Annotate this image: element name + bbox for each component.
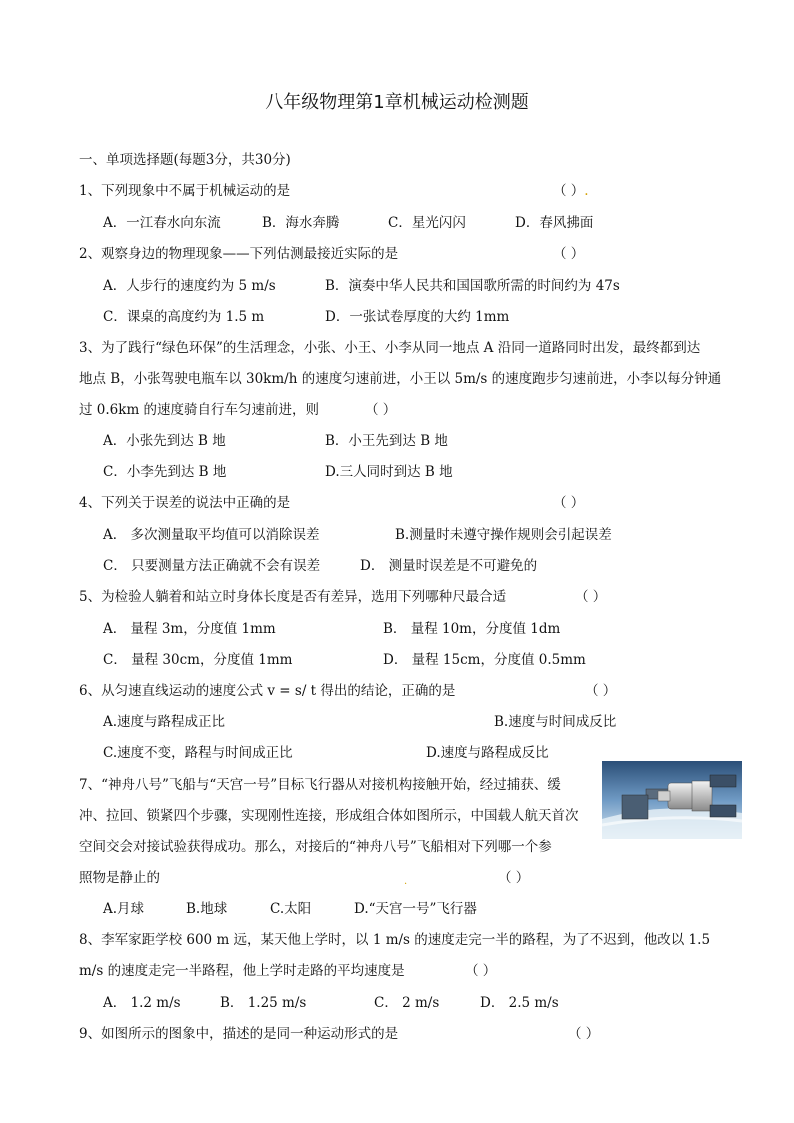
q8-stem-line1: 8、李军家距学校 600 m 远，某天他上学时，以 1 m/s 的速度走完一半的路程，为了不迟到，他改以 1.5 — [79, 932, 711, 948]
q1-stem: 1、下列现象中不属于机械运动的是 — [79, 183, 291, 199]
q3-stem-line3: 过 0.6km 的速度骑自行车匀速前进，则 — [79, 402, 320, 418]
q5-option-c: C． 量程 30cm，分度值 1mm — [103, 652, 293, 668]
q7-option-c: C.太阳 — [270, 901, 312, 917]
q3-stem-line1: 3、为了践行“绿色环保”的生活理念，小张、小王、小李从同一地点 A 沿同一道路同时出发，最终都到达 — [79, 340, 701, 356]
q7-option-a: A.月球 — [103, 901, 145, 917]
q2-option-a: A．人步行的速度约为 5 m/s — [103, 278, 276, 294]
q7-stem-line4: 照物是静止的 — [79, 870, 160, 886]
q4-option-c: C． 只要测量方法正确就不会有误差 — [103, 558, 321, 574]
q1-answer-blank: （ ）. — [553, 183, 589, 199]
q7-option-b: B.地球 — [186, 901, 228, 917]
q1-option-a: A．一江春水向东流 — [103, 215, 221, 231]
q5-option-a: A． 量程 3m，分度值 1mm — [103, 621, 276, 637]
q8-option-b: B． 1.25 m/s — [220, 995, 307, 1011]
q7-stem-line3: 空间交会对接试验获得成功。那么，对接后的“神舟八号”飞船相对下列哪一个参 — [79, 839, 552, 855]
q8-stem-line2: m/s 的速度走完一半路程，他上学时走路的平均速度是 — [79, 963, 405, 979]
q4-option-a: A． 多次测量取平均值可以消除误差 — [103, 527, 320, 543]
q3-answer-blank: （ ） — [365, 402, 397, 418]
q4-stem: 4、下列关于误差的说法中正确的是 — [79, 495, 291, 511]
q6-option-d: D.速度与路程成反比 — [426, 745, 549, 761]
q8-option-a: A． 1.2 m/s — [103, 995, 181, 1011]
spacecraft-docking-image — [602, 761, 742, 839]
q3-option-a: A．小张先到达 B 地 — [103, 433, 226, 449]
q6-option-c: C.速度不变，路程与时间成正比 — [103, 745, 293, 761]
q3-stem-line2: 地点 B，小张驾驶电瓶车以 30km/h 的速度匀速前进，小王以 5m/s 的速度跑步匀速前进，小李以每分钟通 — [79, 371, 722, 387]
q7-option-d: D.“天宫一号”飞行器 — [354, 901, 477, 917]
section-heading: 一、单项选择题(每题3分，共30分) — [79, 152, 291, 168]
q7-stem-line2: 冲、拉回、锁紧四个步骤，实现刚性连接，形成组合体如图所示，中国载人航天首次 — [79, 808, 579, 824]
q1-option-c: C．星光闪闪 — [388, 215, 466, 231]
q9-answer-blank: （ ） — [568, 1026, 600, 1042]
q2-option-c: C．课桌的高度约为 1.5 m — [103, 309, 265, 325]
q1-option-b: B．海水奔腾 — [262, 215, 340, 231]
q4-answer-blank: （ ） — [553, 495, 585, 511]
q6-option-b: B.速度与时间成反比 — [494, 714, 617, 730]
q6-option-a: A.速度与路程成正比 — [103, 714, 226, 730]
q8-option-c: C． 2 m/s — [374, 995, 440, 1011]
q7-stem-line1: 7、“神舟八号”飞船与“天宫一号”目标飞行器从对接机构接触开始，经过捕获、缓 — [79, 777, 561, 793]
q6-answer-blank: （ ） — [585, 683, 617, 699]
stray-dot: . — [404, 876, 408, 887]
page-title: 八年级物理第1章机械运动检测题 — [265, 92, 529, 113]
q5-option-b: B． 量程 10m，分度值 1dm — [383, 621, 561, 637]
q2-answer-blank: （ ） — [553, 246, 585, 262]
q9-stem: 9、如图所示的图象中，描述的是同一种运动形式的是 — [79, 1026, 399, 1042]
q2-option-d: D．一张试卷厚度的大约 1mm — [325, 309, 510, 325]
q8-option-d: D． 2.5 m/s — [480, 995, 559, 1011]
q5-option-d: D． 量程 15cm，分度值 0.5mm — [383, 652, 586, 668]
q2-stem: 2、观察身边的物理现象——下列估测最接近实际的是 — [79, 246, 399, 262]
q8-answer-blank: （ ） — [465, 963, 497, 979]
q1-option-d: D．春风拂面 — [515, 215, 594, 231]
q7-answer-blank: （ ） — [498, 870, 530, 886]
q4-option-d: D． 测量时误差是不可避免的 — [360, 558, 538, 574]
q3-option-c: C．小李先到达 B 地 — [103, 464, 227, 480]
q5-stem: 5、为检验人躺着和站立时身体长度是否有差异，选用下列哪种尺最合适 — [79, 589, 507, 605]
q4-option-b: B.测量时未遵守操作规则会引起误差 — [395, 527, 612, 543]
q3-option-b: B．小王先到达 B 地 — [325, 433, 448, 449]
q3-option-d: D.三人同时到达 B 地 — [325, 464, 453, 480]
q2-option-b: B．演奏中华人民共和国国歌所需的时间约为 47s — [325, 278, 620, 294]
q5-answer-blank: （ ） — [575, 589, 607, 605]
q6-stem: 6、从匀速直线运动的速度公式 v = s/ t 得出的结论，正确的是 — [79, 683, 456, 699]
